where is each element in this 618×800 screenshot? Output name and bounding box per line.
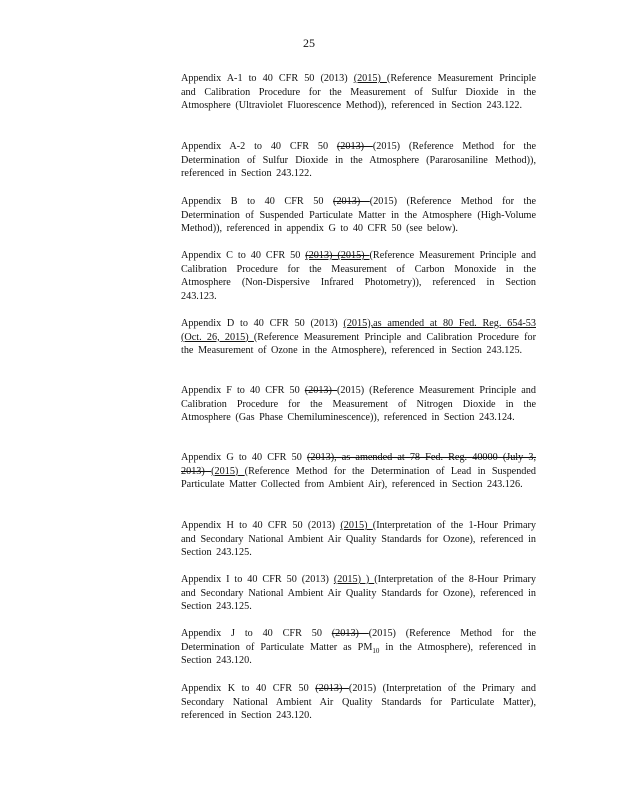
entry-text: Appendix D to 40 CFR 50 (2013) [181,318,344,329]
entry-text: (2015) (Reference Method for the Determination of Particulate Matter as PM [181,628,537,653]
entry-text: Appendix C to 40 CFR 50 [181,250,306,261]
entry-text: (Reference Measurement Principle and Calibration Procedure for the Measurement of Carbon Monoxide in the Atmosphere (Non-Dispersive Infrared Photometry)), referenced in Section 243.123. [181,250,537,302]
inserted-text: (2015) [211,465,245,477]
deleted-text: (2013), as amended at 78 Fed. Reg. 40000 (July 3, 2013) [181,452,537,477]
inserted-text: (2015) [353,73,387,84]
appendix-entry [181,573,536,614]
inserted-text: (2015),as amended at 80 Fed. Reg. 654-53 (Oct. 26, 2015) [181,318,536,343]
entry-text: (Reference Method for the Determination of Lead in Suspended Particulate Matter Collected from Ambient Air), referenced in Section 243.126. [181,465,536,491]
appendix-entry [181,519,536,560]
appendix-entry [181,451,536,492]
entry-text: (Reference Measurement Principle and Calibration Procedure for the Measurement of Ozone in the Atmosphere), referenced in Section 243.125. [181,331,536,357]
entry-text: Appendix I to 40 CFR 50 (2013) [181,574,334,585]
entry-text: (2015) (Interpretation of the Primary and Secondary National Ambient Air Quality Standards for Particulate Matter), referenced in Section 243.120. [181,683,536,722]
appendix-entry [181,384,536,425]
appendix-entry [181,140,536,181]
entry-text: Appendix A-2 to 40 CFR 50 [181,141,337,152]
appendix-entry [181,72,536,113]
entry-text: (2015) (Reference Measurement Principle and Calibration Procedure for the Measurement of Nitrogen Dioxide in the Atmosphere (Gas Phase Chemiluminescence)), referenced in Section 243.124. [181,385,536,424]
entry-text: in the Atmosphere), referenced in Section 243.120. [181,641,536,667]
deleted-text: (2013) [333,196,370,207]
entry-text: Appendix H to 40 CFR 50 (2013) [181,520,341,531]
page-number: 25 [303,36,315,50]
entry-text: Appendix B to 40 CFR 50 [181,196,334,207]
entry-text: (2015) (Reference Method for the Determination of Suspended Particulate Matter in the Atmosphere (High-Volume Method)), referenced in appendix G to 40 CFR 50 (see below). [181,196,536,235]
deleted-text: (2013) [331,628,369,639]
deleted-text: (2013) (2015) [305,250,370,261]
appendix-entry [181,627,536,668]
entry-text: (Interpretation of the 8-Hour Primary and Secondary National Ambient Air Quality Standards for Ozone), referenced in Section 243.125. [181,574,536,613]
inserted-text: (2015) [340,520,373,531]
appendix-entry [181,317,536,358]
appendix-entry [181,682,536,723]
entry-text: Appendix F to 40 CFR 50 [181,385,305,396]
entry-text: (Reference Measurement Principle and Calibration Procedure for the Measurement of Sulfur Dioxide in the Atmosphere (Ultraviolet Fluorescence Method)), referenced in Section 243.122. [181,73,536,112]
entry-text: Appendix A-1 to 40 CFR 50 (2013) [181,73,354,84]
deleted-text: (2013) [336,141,373,152]
entry-text: Appendix J to 40 CFR 50 [181,628,332,639]
appendix-entry [181,195,536,236]
deleted-text: (2013) [315,683,349,694]
entry-text: Appendix G to 40 CFR 50 [181,452,307,463]
inserted-text: (2015) ) [333,574,375,585]
appendix-entry [181,249,536,303]
subscript-text: 10 [372,646,380,655]
entry-text: (2015) (Reference Method for the Determination of Sulfur Dioxide in the Atmosphere (Pararosaniline Method)), referenced in Section 243.122. [181,141,536,180]
deleted-text: (2013) [304,385,337,396]
entry-text: Appendix K to 40 CFR 50 [181,683,316,694]
entry-text: (Interpretation of the 1-Hour Primary and Secondary National Ambient Air Quality Standards for Ozone), referenced in Section 243.125. [181,520,536,559]
